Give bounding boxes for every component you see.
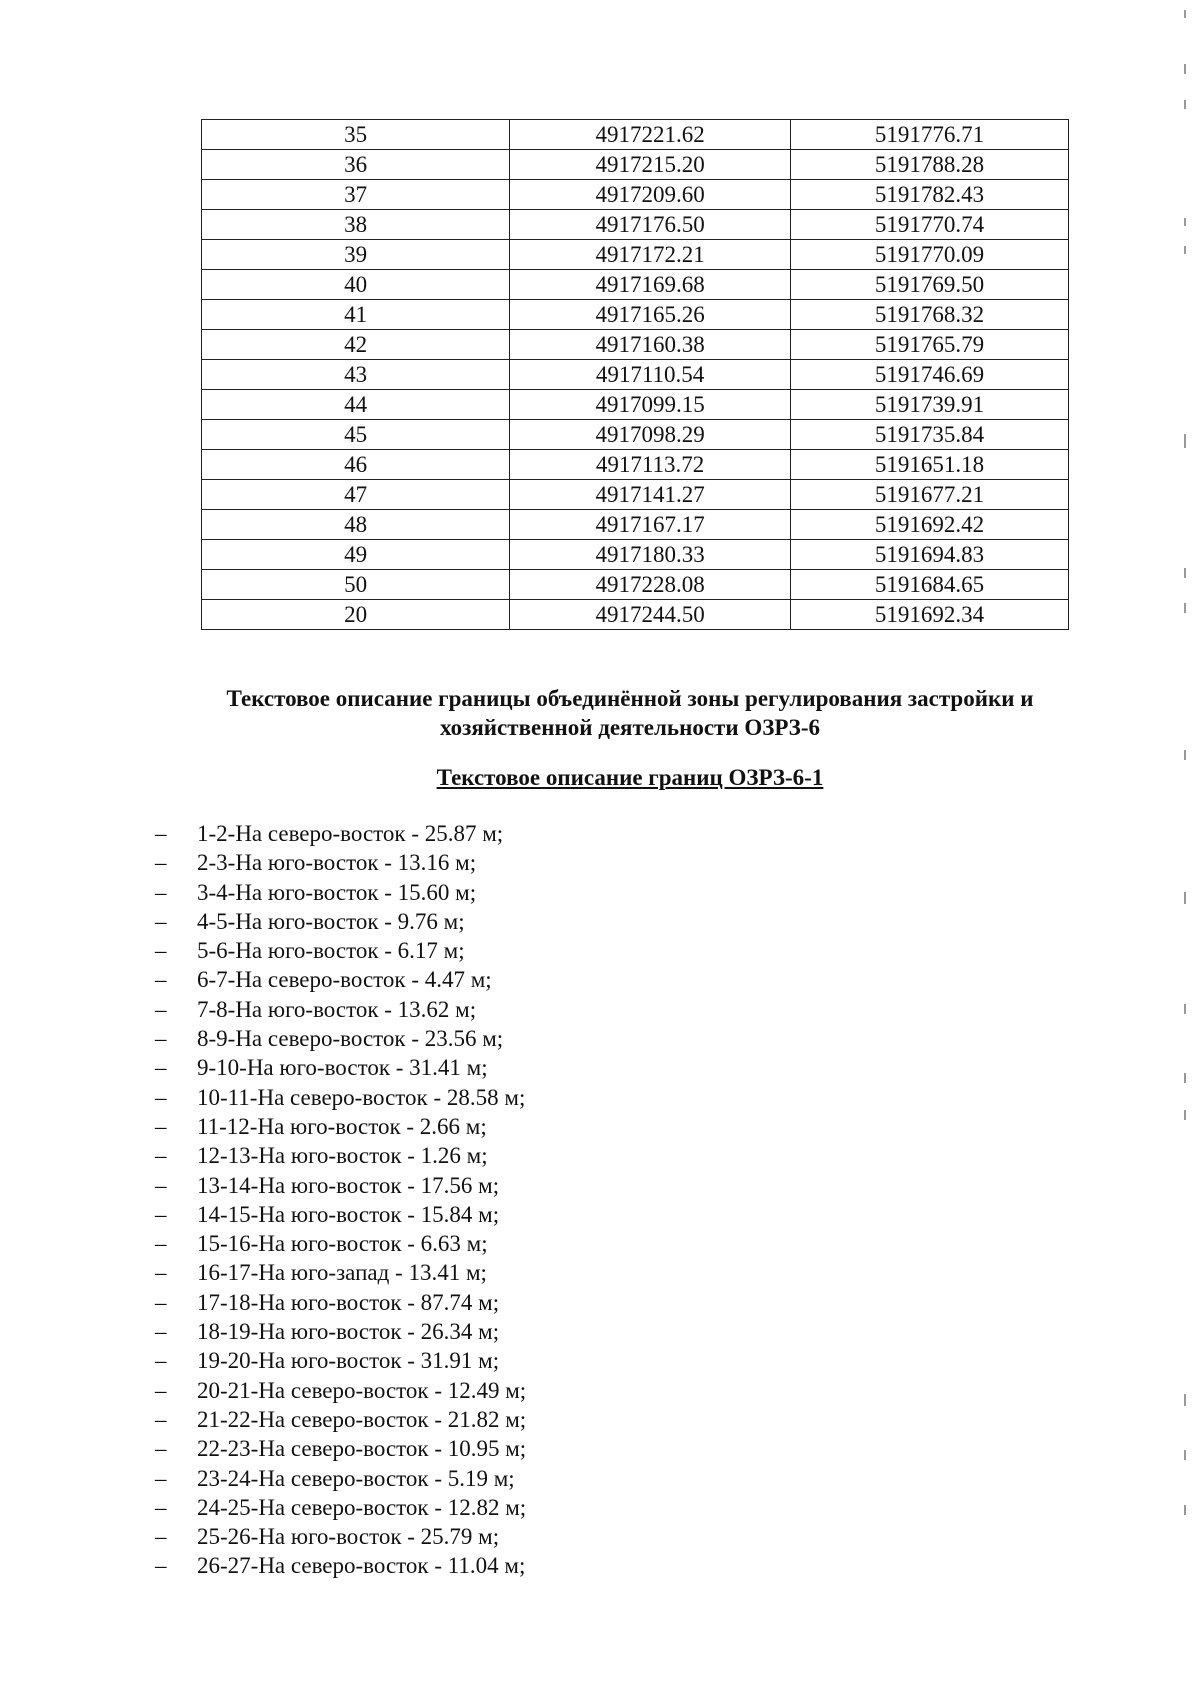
table-row (202, 210, 1069, 240)
section-title (150, 684, 1110, 742)
list-item (155, 1258, 526, 1287)
x-coordinate-cell: 4917215.20 (510, 150, 791, 180)
dash-bullet: – (155, 1465, 167, 1491)
list-item (155, 995, 526, 1024)
segment-description: 16-17-На юго-запад - 13.41 м; (197, 1260, 487, 1286)
list-item (155, 1376, 526, 1405)
list-item (155, 1171, 526, 1200)
segment-description: 4-5-На юго-восток - 9.76 м; (197, 908, 465, 934)
list-item (155, 1346, 526, 1375)
x-coordinate-cell: 4917165.26 (510, 300, 791, 330)
segment-description: 7-8-На юго-восток - 13.62 м; (197, 996, 477, 1022)
dash-bullet: – (155, 1524, 167, 1550)
segment-description: 21-22-На северо-восток - 21.82 м; (197, 1406, 527, 1432)
list-item (155, 1024, 526, 1053)
dash-bullet: – (155, 1055, 167, 1081)
segment-description: 15-16-На юго-восток - 6.63 м; (197, 1231, 488, 1257)
list-item (155, 907, 526, 936)
x-coordinate-cell: 4917160.38 (510, 330, 791, 360)
point-number-cell: 37 (202, 180, 510, 210)
y-coordinate-cell: 5191651.18 (791, 450, 1069, 480)
x-coordinate-cell: 4917209.60 (510, 180, 791, 210)
point-number-cell: 39 (202, 240, 510, 270)
dash-bullet: – (155, 908, 167, 934)
segment-description: 3-4-На юго-восток - 15.60 м; (197, 879, 477, 905)
dash-bullet: – (155, 1289, 167, 1315)
list-item (155, 1405, 526, 1434)
table-row (202, 120, 1069, 150)
y-coordinate-cell: 5191765.79 (791, 330, 1069, 360)
table-row (202, 240, 1069, 270)
segment-description: 14-15-На юго-восток - 15.84 м; (197, 1201, 500, 1227)
segment-description: 11-12-На юго-восток - 2.66 м; (197, 1113, 487, 1139)
dash-bullet: – (155, 1113, 167, 1139)
list-item (155, 1522, 526, 1551)
list-item (155, 819, 526, 848)
x-coordinate-cell: 4917169.68 (510, 270, 791, 300)
y-coordinate-cell: 5191692.34 (791, 600, 1069, 630)
table-row (202, 360, 1069, 390)
point-number-cell: 38 (202, 210, 510, 240)
x-coordinate-cell: 4917141.27 (510, 480, 791, 510)
dash-bullet: – (155, 879, 167, 905)
point-number-cell: 48 (202, 510, 510, 540)
point-number-cell: 44 (202, 390, 510, 420)
point-number-cell: 45 (202, 420, 510, 450)
point-number-cell: 41 (202, 300, 510, 330)
table-row (202, 510, 1069, 540)
segment-description: 2-3-На юго-восток - 13.16 м; (197, 850, 477, 876)
segment-description: 6-7-На северо-восток - 4.47 м; (197, 967, 492, 993)
segment-description: 1-2-На северо-восток - 25.87 м; (197, 821, 504, 846)
point-number-cell: 36 (202, 150, 510, 180)
dash-bullet: – (155, 1406, 167, 1432)
list-item (155, 1551, 526, 1580)
dash-bullet: – (155, 996, 167, 1022)
y-coordinate-cell: 5191770.09 (791, 240, 1069, 270)
dash-bullet: – (155, 1084, 167, 1110)
dash-bullet: – (155, 1143, 167, 1169)
segment-description: 9-10-На юго-восток - 31.41 м; (197, 1055, 488, 1081)
dash-bullet: – (155, 850, 167, 876)
table-row (202, 420, 1069, 450)
x-coordinate-cell: 4917099.15 (510, 390, 791, 420)
section-subtitle: Текстовое описание границ ОЗРЗ-6-1 (436, 765, 824, 790)
segment-description: 5-6-На юго-восток - 6.17 м; (197, 938, 465, 964)
y-coordinate-cell: 5191776.71 (791, 120, 1069, 150)
y-coordinate-cell: 5191768.32 (791, 300, 1069, 330)
x-coordinate-cell: 4917167.17 (510, 510, 791, 540)
dash-bullet: – (155, 967, 167, 993)
list-item (155, 1141, 526, 1170)
y-coordinate-cell: 5191735.84 (791, 420, 1069, 450)
coordinates-table-body (202, 120, 1069, 630)
point-number-cell: 43 (202, 360, 510, 390)
x-coordinate-cell: 4917244.50 (510, 600, 791, 630)
list-item (155, 1200, 526, 1229)
dash-bullet: – (155, 938, 167, 964)
list-item (155, 1083, 526, 1112)
x-coordinate-cell: 4917228.08 (510, 570, 791, 600)
list-item (155, 1053, 526, 1082)
segment-description: 22-23-На северо-восток - 10.95 м; (197, 1436, 527, 1462)
y-coordinate-cell: 5191692.42 (791, 510, 1069, 540)
dash-bullet: – (155, 1201, 167, 1227)
coordinates-table (201, 119, 1069, 630)
list-item (155, 1317, 526, 1346)
section-title-line-1: Текстовое описание границы объединённой зоны регулирования застройки и (226, 686, 1034, 711)
y-coordinate-cell: 5191684.65 (791, 570, 1069, 600)
table-row (202, 270, 1069, 300)
point-number-cell: 46 (202, 450, 510, 480)
list-item (155, 1434, 526, 1463)
segment-description: 12-13-На юго-восток - 1.26 м; (197, 1143, 488, 1169)
dash-bullet: – (155, 1377, 167, 1403)
dash-bullet: – (155, 1172, 167, 1198)
y-coordinate-cell: 5191694.83 (791, 540, 1069, 570)
point-number-cell: 42 (202, 330, 510, 360)
point-number-cell: 20 (202, 600, 510, 630)
list-item (155, 1464, 526, 1493)
table-row (202, 300, 1069, 330)
segment-description: 25-26-На юго-восток - 25.79 м; (197, 1524, 500, 1550)
list-item (155, 1493, 526, 1522)
segment-description: 18-19-На юго-восток - 26.34 м; (197, 1319, 500, 1345)
point-number-cell: 47 (202, 480, 510, 510)
x-coordinate-cell: 4917176.50 (510, 210, 791, 240)
x-coordinate-cell: 4917180.33 (510, 540, 791, 570)
table-row (202, 480, 1069, 510)
list-item (155, 1288, 526, 1317)
table-row (202, 600, 1069, 630)
table-row (202, 570, 1069, 600)
list-item (155, 848, 526, 877)
table-row (202, 180, 1069, 210)
y-coordinate-cell: 5191769.50 (791, 270, 1069, 300)
point-number-cell: 50 (202, 570, 510, 600)
dash-bullet: – (155, 1260, 167, 1286)
dash-bullet: – (155, 1436, 167, 1462)
boundary-description-list (155, 819, 526, 1581)
segment-description: 24-25-На северо-восток - 12.82 м; (197, 1494, 527, 1520)
table-row (202, 150, 1069, 180)
dash-bullet: – (155, 1348, 167, 1374)
list-item (155, 878, 526, 907)
list-item (155, 1229, 526, 1258)
y-coordinate-cell: 5191782.43 (791, 180, 1069, 210)
dash-bullet: – (155, 1231, 167, 1257)
table-row (202, 450, 1069, 480)
segment-description: 8-9-На северо-восток - 23.56 м; (197, 1026, 504, 1052)
x-coordinate-cell: 4917221.62 (510, 120, 791, 150)
y-coordinate-cell: 5191739.91 (791, 390, 1069, 420)
dash-bullet: – (155, 821, 167, 846)
segment-description: 13-14-На юго-восток - 17.56 м; (197, 1172, 500, 1198)
y-coordinate-cell: 5191770.74 (791, 210, 1069, 240)
x-coordinate-cell: 4917113.72 (510, 450, 791, 480)
dash-bullet: – (155, 1494, 167, 1520)
y-coordinate-cell: 5191788.28 (791, 150, 1069, 180)
dash-bullet: – (155, 1319, 167, 1345)
segment-description: 19-20-На юго-восток - 31.91 м; (197, 1348, 500, 1374)
segment-description: 10-11-На северо-восток - 28.58 м; (197, 1084, 526, 1110)
dash-bullet: – (155, 1553, 167, 1579)
table-row (202, 330, 1069, 360)
point-number-cell: 40 (202, 270, 510, 300)
y-coordinate-cell: 5191677.21 (791, 480, 1069, 510)
list-item (155, 1112, 526, 1141)
list-item (155, 936, 526, 965)
point-number-cell: 35 (202, 120, 510, 150)
segment-description: 17-18-На юго-восток - 87.74 м; (197, 1289, 500, 1315)
segment-description: 23-24-На северо-восток - 5.19 м; (197, 1465, 515, 1491)
segment-description: 26-27-На северо-восток - 11.04 м; (197, 1553, 526, 1579)
table-row (202, 390, 1069, 420)
scan-margin-marks (1170, 0, 1200, 1681)
y-coordinate-cell: 5191746.69 (791, 360, 1069, 390)
x-coordinate-cell: 4917172.21 (510, 240, 791, 270)
x-coordinate-cell: 4917098.29 (510, 420, 791, 450)
segment-description: 20-21-На северо-восток - 12.49 м; (197, 1377, 527, 1403)
list-item (155, 965, 526, 994)
dash-bullet: – (155, 1026, 167, 1052)
x-coordinate-cell: 4917110.54 (510, 360, 791, 390)
section-title-line-2: хозяйственной деятельности ОЗРЗ-6 (440, 715, 820, 740)
point-number-cell: 49 (202, 540, 510, 570)
table-row (202, 540, 1069, 570)
